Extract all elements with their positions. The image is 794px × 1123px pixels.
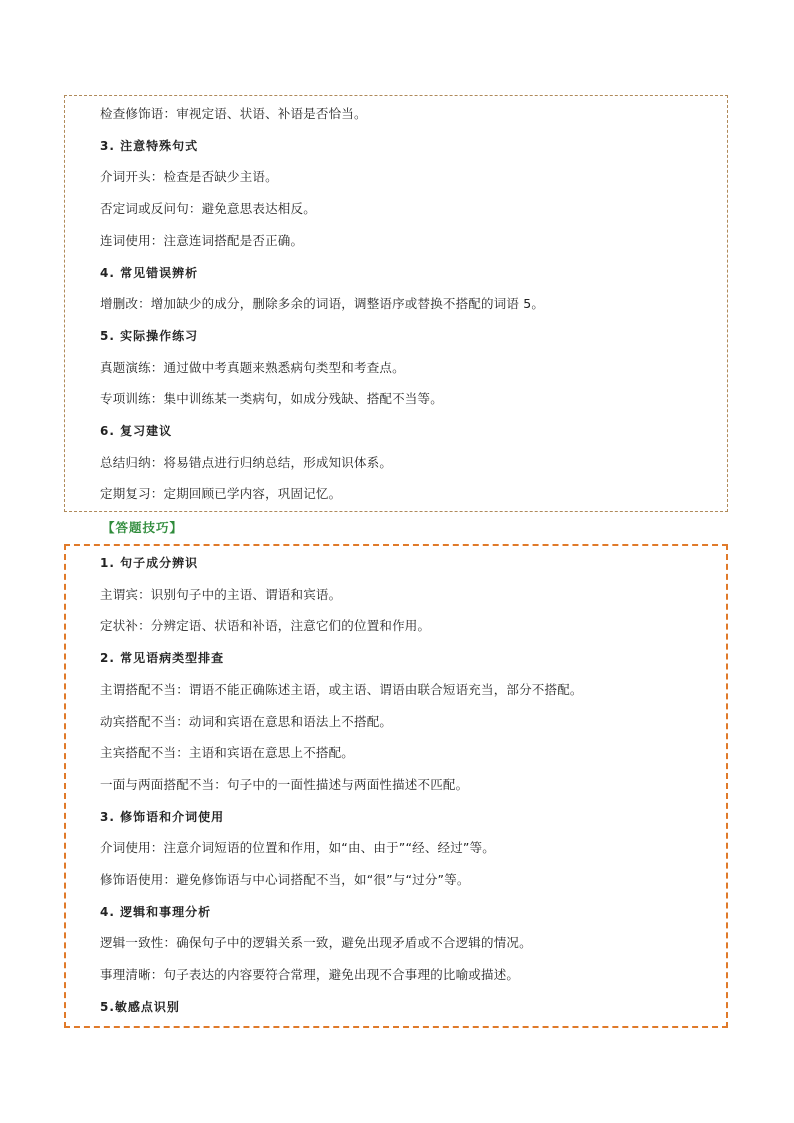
section-heading: 3. 注意特殊句式 [100,138,199,153]
section-heading: 5.敏感点识别 [100,999,180,1014]
section-heading: 6. 复习建议 [100,424,173,438]
paragraph-line: 修饰语使用：避免修饰语与中心词搭配不当，如“很”与“过分”等。 [100,872,470,887]
paragraph-line: 检查修饰语：审视定语、状语、补语是否恰当。 [100,106,367,121]
section-heading: 4. 常见错误辨析 [100,265,199,280]
paragraph-line: 否定词或反问句：避免意思表达相反。 [100,201,316,217]
paragraph-line: 真题演练：通过做中考真题来熟悉病句类型和考查点。 [100,359,405,375]
section-heading: 2. 常见语病类型排查 [100,651,225,666]
paragraph-line: 专项训练：集中训练某一类病句，如成分残缺、搭配不当等。 [100,391,443,407]
paragraph-line: 一面与两面搭配不当：句子中的一面性描述与两面性描述不匹配。 [100,776,469,792]
paragraph-line: 主谓搭配不当：谓语不能正确陈述主语，或主语、谓语由联合短语充当，部分不搭配。 [100,681,583,697]
paragraph-line: 介词使用：注意介词短语的位置和作用，如“由、由于”“经、经过”等。 [100,840,496,856]
paragraph-line: 增删改：增加缺少的成分，删除多余的词语，调整语序或替换不搭配的词语 5。 [100,296,545,312]
paragraph-line: 动宾搭配不当：动词和宾语在意思和语法上不搭配。 [100,713,393,729]
paragraph-line: 主谓宾：识别句子中的主语、谓语和宾语。 [100,586,342,602]
paragraph-line: 定期复习：定期回顾已学内容，巩固记忆。 [100,486,342,502]
section-title-answer-tips: 【答题技巧】 [102,520,184,535]
paragraph-line: 逻辑一致性：确保句子中的逻辑关系一致，避免出现矛盾或不合逻辑的情况。 [100,935,532,951]
paragraph-line: 事理清晰：句子表达的内容要符合常理，避免出现不合事理的比喻或描述。 [100,967,520,983]
section-heading: 4. 逻辑和事理分析 [100,904,212,919]
paragraph-line: 定状补：分辨定语、状语和补语，注意它们的位置和作用。 [100,618,431,634]
paragraph-line: 介词开头：检查是否缺少主语。 [100,169,278,185]
paragraph-line: 连词使用：注意连词搭配是否正确。 [100,232,304,248]
paragraph-line: 主宾搭配不当：主语和宾语在意思上不搭配。 [100,745,355,761]
section-heading: 1. 句子成分辨识 [100,556,199,570]
section-heading: 3. 修饰语和介词使用 [100,809,225,824]
section-heading: 5. 实际操作练习 [100,328,199,343]
paragraph-line: 总结归纳：将易错点进行归纳总结，形成知识体系。 [100,454,393,470]
